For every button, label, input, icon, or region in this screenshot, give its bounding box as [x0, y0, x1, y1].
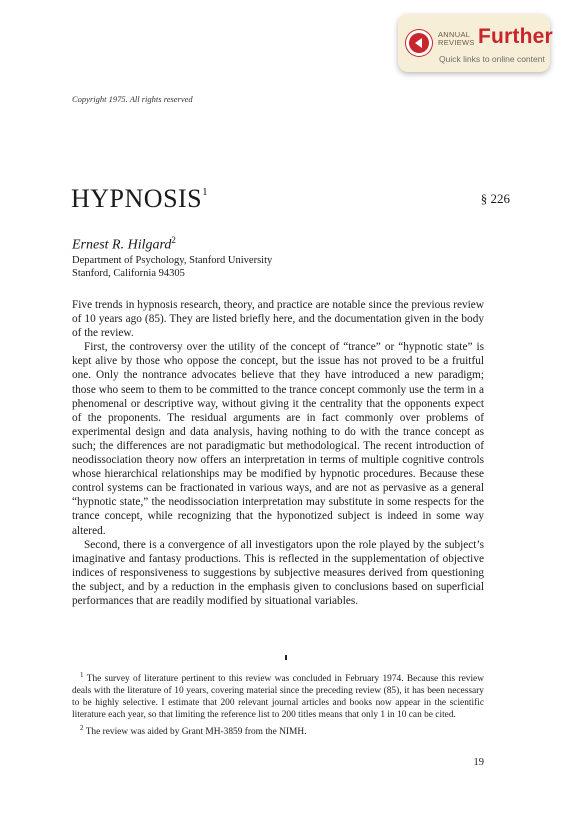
paragraph: First, the controversy over the utility of the concept of “trance” or “hypnotic state” is kept alive by those who oppose the concept, but the issue has not proved to be a fruitful one. Only the nontrance advocates believe that they have introduced a new paradigm; those who seem to them to be committed to the trance concept commonly use the term in a phenomenal or descriptive way, without giving it the centrality that the opponents expect of the proponents. The residual arguments are in fact commonly over problems of experimental design and data analysis, having nothing to do with the trance concept as such; the differences are not paradigmatic but methodological. The recent introduction of neodissociation theory now offers an interpretation in terms of multiple cognitive controls whose hierarchical relationships may be modified by hypnotic procedures. Because these control systems can be fractionated in various ways, and are not as pervasive as a general “hypnotic state,” the neodissociation interpretation may substitute in some respects for the trance concept, while recognizing that the hyponotized subject is indeed in some way altered. [72, 341, 484, 537]
affiliation [72, 254, 272, 280]
footnote-text: The survey of literature pertinent to this review was concluded in February 1974. Because this review deals with the literature of 10 years, covering material since the preceding review (85), it has been necessary to be highly selective. I estimate that 200 relevant journal articles and books now appear in the scientific literature each year, so that limiting the reference list to 200 titles means that only 1 in 10 can be cited. [72, 674, 484, 721]
paragraph: Second, there is a convergence of all investigators upon the role played by the subject’s imaginative and fantasy productions. This is reflected in the supplementation of objective indices of responsiveness to suggestions by subjective measures derived from questioning the subject, and by a reduction in the emphasis given to conclusions based on superficial performances that are readily modified by situational variables. [72, 538, 484, 607]
title-text: HYPNOSIS [71, 184, 203, 213]
article-title [71, 184, 208, 214]
reviews-label: REVIEWS [438, 38, 475, 47]
title-footnote-ref[interactable]: 1 [202, 186, 209, 198]
footnote-text: The review was aided by Grant MH-3859 from the NIMH. [85, 726, 307, 737]
article-body [72, 298, 484, 608]
footnote [72, 669, 484, 722]
footnote-mark: 2 [80, 723, 84, 732]
author-text: Ernest R. Hilgard [72, 237, 172, 253]
paragraph: Five trends in hypnosis research, theory, and practice are notable since the previous review of 10 years ago (85). They are listed briefly here, and the documentation given in the body of the review. [72, 299, 484, 340]
page-number: 19 [473, 757, 484, 768]
page-marker [285, 655, 287, 660]
footnotes [72, 669, 484, 738]
author-footnote-ref[interactable]: 2 [171, 235, 176, 245]
footnote-mark: 1 [80, 671, 84, 679]
affiliation-address: Stanford, California 94305 [72, 268, 185, 279]
author-name [72, 235, 176, 254]
further-badge[interactable] [398, 14, 553, 72]
annual-reviews-arrow-icon [406, 30, 432, 56]
affiliation-department: Department of Psychology, Stanford University [72, 255, 273, 266]
annual-label: ANNUAL [438, 30, 471, 39]
further-label: Further [478, 25, 553, 48]
footnote [72, 722, 484, 738]
quick-links-label: Quick links to online content [439, 54, 545, 64]
annual-reviews-wordmark [438, 31, 475, 47]
copyright-notice: Copyright 1975. All rights reserved [72, 94, 193, 104]
section-number: § 226 [480, 191, 510, 206]
